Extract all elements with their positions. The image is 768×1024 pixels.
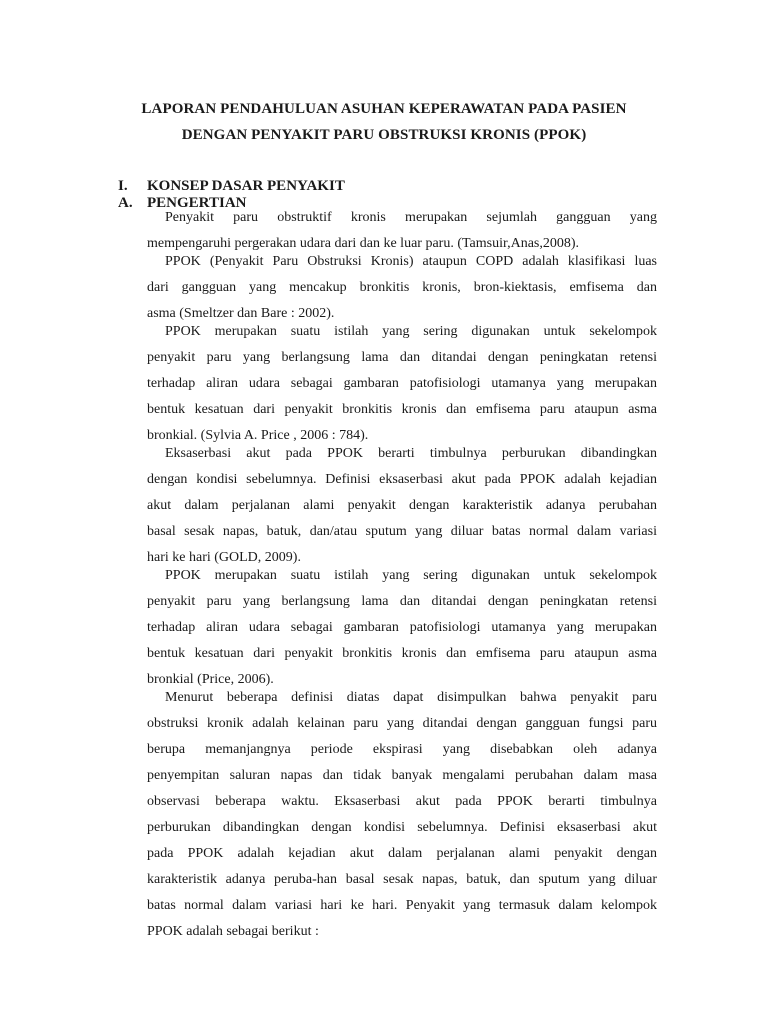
paragraph-line: PPOK merupakan suatu istilah yang sering digunakan untuk sekelompok	[165, 324, 657, 339]
paragraph-line: PPOK adalah sebagai berikut :	[147, 924, 319, 939]
paragraph	[147, 254, 657, 322]
paragraph-line: Menurut beberapa definisi diatas dapat disimpulkan bahwa penyakit paru	[165, 690, 657, 705]
paragraph-line: batas normal dalam variasi hari ke hari. Penyakit yang termasuk dalam kelompok	[147, 898, 657, 913]
paragraph-line: dengan kondisi sebelumnya. Definisi eksaserbasi akut pada PPOK adalah kejadian	[147, 472, 657, 487]
paragraph-line: terhadap aliran udara sebagai gambaran patofisiologi utamanya yang merupakan	[147, 620, 657, 635]
paragraph-line: penyakit paru yang berlangsung lama dan ditandai dengan peningkatan retensi	[147, 350, 657, 365]
paragraph-line: Eksaserbasi akut pada PPOK berarti timbulnya perburukan dibandingkan	[165, 446, 657, 461]
subsection-label: PENGERTIAN	[147, 195, 247, 211]
paragraph	[147, 210, 657, 252]
paragraph-line: obstruksi kronik adalah kelainan paru yang ditandai dengan gangguan fungsi paru	[147, 716, 657, 731]
paragraph-line: hari ke hari (GOLD, 2009).	[147, 550, 301, 565]
paragraph-line: PPOK (Penyakit Paru Obstruksi Kronis) ataupun COPD adalah klasifikasi luas	[165, 254, 657, 269]
paragraph-line: bronkial (Price, 2006).	[147, 672, 274, 687]
paragraph-line: bentuk kesatuan dari penyakit bronkitis kronis dan emfisema paru ataupun asma	[147, 402, 657, 417]
paragraph	[147, 690, 657, 940]
paragraph-line: bronkial. (Sylvia A. Price , 2006 : 784).	[147, 428, 369, 443]
paragraph-line: perburukan dibandingkan dengan kondisi sebelumnya. Definisi eksaserbasi akut	[147, 820, 657, 835]
paragraph	[147, 446, 657, 566]
paragraph-line: terhadap aliran udara sebagai gambaran patofisiologi utamanya yang merupakan	[147, 376, 657, 391]
section-number: I.	[118, 178, 128, 194]
paragraph-line: karakteristik adanya peruba-han basal sesak napas, batuk, dan sputum yang diluar	[147, 872, 657, 887]
paragraph-line: observasi beberapa waktu. Eksaserbasi akut pada PPOK berarti timbulnya	[147, 794, 657, 809]
paragraph	[147, 568, 657, 688]
paragraph-line: penyempitan saluran napas dan tidak banyak mengalami perubahan dalam masa	[147, 768, 657, 783]
paragraph-line: bentuk kesatuan dari penyakit bronkitis kronis dan emfisema paru ataupun asma	[147, 646, 657, 661]
paragraph	[147, 324, 657, 444]
paragraph-line: asma (Smeltzer dan Bare : 2002).	[147, 306, 335, 321]
paragraph-line: PPOK merupakan suatu istilah yang sering digunakan untuk sekelompok	[165, 568, 657, 583]
section-label: KONSEP DASAR PENYAKIT	[147, 178, 345, 194]
paragraph-line: mempengaruhi pergerakan udara dari dan ke luar paru. (Tamsuir,Anas,2008).	[147, 236, 580, 251]
paragraph-line: basal sesak napas, batuk, dan/atau sputum yang diluar batas normal dalam variasi	[147, 524, 657, 539]
paragraph-line: akut dalam perjalanan alami penyakit dengan karakteristik adanya perubahan	[147, 498, 657, 513]
section-heading	[118, 178, 345, 195]
paragraph-line: dari gangguan yang mencakup bronkitis kronis, bron-kiektasis, emfisema dan	[147, 280, 657, 295]
body-text	[147, 210, 657, 942]
document-title-line-1: LAPORAN PENDAHULUAN ASUHAN KEPERAWATAN PADA PASIEN	[141, 101, 627, 117]
paragraph-line: pada PPOK adalah kejadian akut dalam perjalanan alami penyakit dengan	[147, 846, 657, 861]
paragraph-line: berupa memanjangnya periode ekspirasi yang disebabkan oleh adanya	[147, 742, 657, 757]
paragraph-line: penyakit paru yang berlangsung lama dan ditandai dengan peningkatan retensi	[147, 594, 657, 609]
document-title-line-2: DENGAN PENYAKIT PARU OBSTRUKSI KRONIS (PPOK)	[181, 127, 587, 143]
paragraph-line: Penyakit paru obstruktif kronis merupakan sejumlah gangguan yang	[165, 210, 657, 225]
subsection-number: A.	[118, 195, 133, 211]
